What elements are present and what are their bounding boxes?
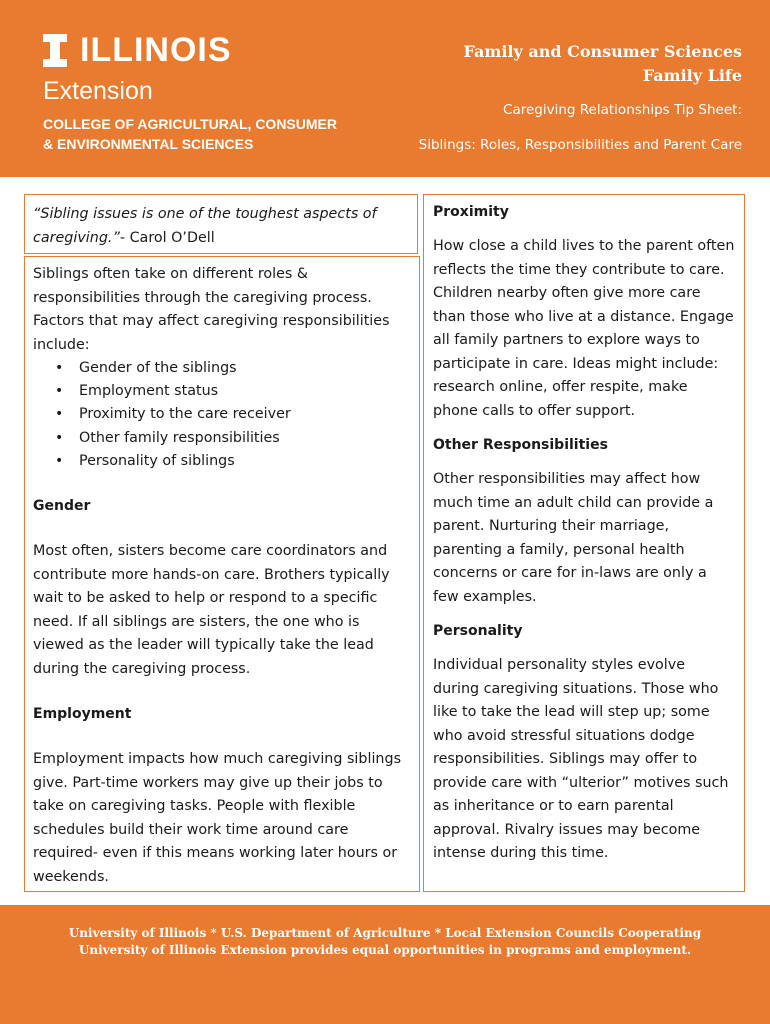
- list-item: • Personality of siblings: [55, 450, 411, 473]
- proximity-paragraph: How close a child lives to the parent often reflects the time they contribute to care. Children nearby often give more care than those who live at a distance. Engage all family partners to explore ways to participate in care. Ideas might include: research online, offer respite, make phone calls to offer support.: [433, 238, 735, 419]
- intro-paragraph: Siblings often take on different roles & responsibilities through the caregiving process. Factors that may affect caregiving responsibilities include:: [33, 266, 390, 353]
- college-line-1: COLLEGE OF AGRICULTURAL, CONSUMER: [43, 116, 337, 132]
- college-name: [43, 114, 373, 154]
- header-banner: [0, 0, 770, 177]
- other-responsibilities-paragraph: Other responsibilities may affect how much time an adult child can provide a parent. Nurturing their marriage, parenting a family, personal health concerns or care for in-laws are only a few examples.: [433, 471, 714, 605]
- footer-line-1: University of Illinois * U.S. Department of Agriculture * Local Extension Councils Cooperating: [68, 926, 702, 940]
- other-responsibilities-heading: Other Responsibilities: [433, 437, 608, 453]
- personality-paragraph: Individual personality styles evolve during caregiving situations. Those who like to take the lead will step up; some who avoid stressful situations dodge responsibilities. Siblings may offer to provide care with “ulterior” motives such as inheritance or to earn parental approval. Rivalry issues may become intense during this time.: [433, 657, 729, 861]
- footer-text: [0, 925, 770, 959]
- quote-text: “Sibling issues is one of the toughest aspects of caregiving.”: [33, 206, 377, 246]
- personality-heading: Personality: [433, 623, 523, 639]
- list-item: • Gender of the siblings: [55, 357, 411, 380]
- tip-sheet-title: Caregiving Relationships Tip Sheet:: [503, 102, 742, 118]
- quote-author: - Carol O’Dell: [119, 230, 215, 246]
- extension-wordmark: Extension: [43, 77, 153, 105]
- list-item: • Employment status: [55, 380, 411, 403]
- illinois-block-i-logo-icon: [43, 34, 67, 67]
- quote-box: [24, 194, 418, 254]
- gender-heading: Gender: [33, 498, 91, 515]
- gender-paragraph: Most often, sisters become care coordinators and contribute more hands-on care. Brothers typically wait to be asked to help or respond to a specific need. If all siblings are sisters, the one who is viewed as the leader will typically take the lead during the caregiving process.: [33, 543, 390, 677]
- left-column: [24, 256, 420, 892]
- tip-sheet-subtitle: Siblings: Roles, Responsibilities and Parent Care: [418, 137, 742, 153]
- proximity-heading: Proximity: [433, 204, 509, 220]
- right-column: [423, 194, 745, 892]
- list-item: • Proximity to the care receiver: [55, 403, 411, 426]
- list-item: • Other family responsibilities: [55, 427, 411, 450]
- illinois-wordmark: ILLINOIS: [80, 31, 232, 69]
- employment-paragraph: Employment impacts how much caregiving siblings give. Part-time workers may give up their jobs to take on caregiving tasks. People with flexible schedules build their work time around care required- even if this means working later hours or weekends.: [33, 751, 402, 885]
- quote: [33, 202, 409, 250]
- department-line-1: Family and Consumer Sciences: [463, 42, 742, 61]
- department-line-2: Family Life: [642, 66, 742, 85]
- employment-heading: Employment: [33, 706, 132, 723]
- college-line-2: & ENVIRONMENTAL SCIENCES: [43, 136, 254, 152]
- footer-line-2: University of Illinois Extension provides equal opportunities in programs and employment.: [78, 943, 692, 957]
- footer-banner: [0, 905, 770, 1024]
- factors-list: [33, 357, 411, 473]
- department-title: [464, 40, 742, 88]
